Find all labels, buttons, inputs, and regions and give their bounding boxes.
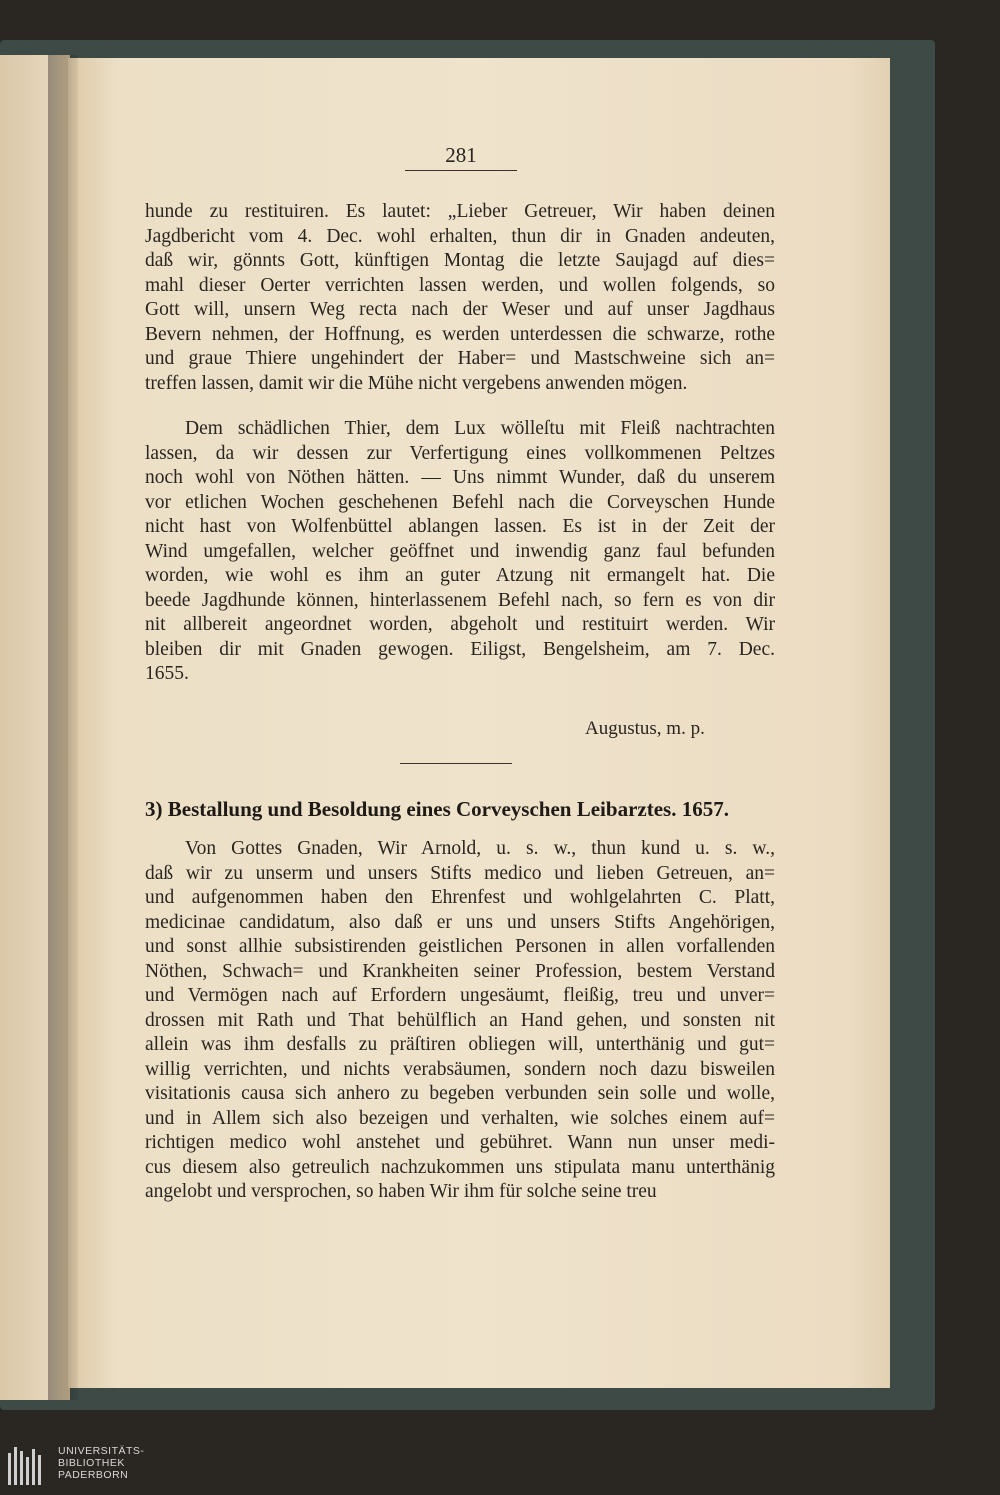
text-line: und graue Thiere ungehindert der Haber= und Mastschweine sich an=: [145, 348, 775, 369]
text-line: willig verrichten, und nichts verabsäumen, sondern noch dazu bisweilen: [145, 1058, 775, 1080]
signature: Augustus, m. p.: [585, 718, 705, 739]
text-line: nit allbereit angeordnet worden, abgeholt und restituirt werden. Wir: [145, 614, 775, 635]
text-line: vor etlichen Wochen geschehenen Befehl nach die Corveyschen Hunde: [145, 491, 775, 513]
text-line: medicinae candidatum, also daß er uns und unsers Stifts Angehörigen,: [145, 911, 775, 933]
text-line: nicht hast von Wolfenbüttel ablangen lassen. Es ist in der Zeit der: [145, 516, 775, 537]
text-line: treffen lassen, damit wir die Mühe nicht vergebens anwenden mögen.: [145, 372, 688, 394]
text-line: daß wir, gönnts Gott, künftigen Montag die letzte Saujagd auf dies=: [145, 250, 775, 271]
text-line: und sonst allhie subsistirenden geistlichen Personen in allen vorfallenden: [145, 936, 775, 957]
library-logo-icon: [8, 1447, 50, 1485]
text-line: worden, wie wohl es ihm an guter Atzung nit ermangelt hat. Die: [145, 565, 775, 586]
paragraph-letter-body: [145, 200, 775, 396]
section-divider: [400, 763, 512, 764]
text-line: beede Jagdhunde können, hinterlassenem Befehl nach, so fern es von dir: [145, 589, 775, 611]
text-line: cus diesem also getreulich nachzukommen uns stipulata manu unterthänig: [145, 1156, 775, 1178]
text-line: noch wohl von Nöthen hätten. — Uns nimmt Wunder, daß du unserem: [145, 467, 775, 488]
logo-line-1: UNIVERSITÄTS-: [58, 1445, 145, 1457]
text-line: angelobt und versprochen, so haben Wir ihm für solche seine treu: [145, 1181, 657, 1202]
text-line: und aufgenommen haben den Ehrenfest und wohlgelahrten C. Platt,: [145, 887, 775, 908]
text-line: hunde zu restituiren. Es lautet: „Lieber Getreuer, Wir haben deinen: [145, 201, 775, 222]
text-line: Wind umgefallen, welcher geöffnet und inwendig ganz faul befunden: [145, 540, 775, 562]
page-number: 281: [445, 143, 477, 167]
logo-line-2: BIBLIOTHEK: [58, 1457, 125, 1469]
text-line: richtigen medico wohl anstehet und gebühret. Wann nun unser medi-: [145, 1132, 775, 1153]
paragraph-letter-continuation: [145, 417, 775, 687]
text-line: allein was ihm desfalls zu präſtiren obliegen will, unterthänig und gut=: [145, 1034, 775, 1055]
text-line: Nöthen, Schwach= und Krankheiten seiner Profession, bestem Verstand: [145, 960, 775, 982]
text-line: Von Gottes Gnaden, Wir Arnold, u. s. w., thun kund u. s. w.,: [185, 838, 775, 859]
text-line: mahl dieser Oerter verrichten lassen werden, und wollen folgends, so: [145, 274, 775, 296]
text-line: drossen mit Rath und That behülflich an Hand gehen, und sonsten nit: [145, 1009, 775, 1031]
text-line: und Vermögen nach auf Erfordern ungesäumt, fleißig, treu und unver=: [145, 985, 775, 1006]
text-line: und in Allem sich also bezeigen und verhalten, wie solches einem auf=: [145, 1107, 775, 1129]
library-logo: [8, 1445, 158, 1489]
text-line: Gott will, unsern Weg recta nach der Weser und auf unser Jagdhaus: [145, 299, 775, 320]
text-line: Bevern nehmen, der Hoffnung, es werden unterdessen die schwarze, rothe: [145, 323, 775, 345]
text-line: bleiben dir mit Gnaden gewogen. Eiligst, Bengelsheim, am 7. Dec.: [145, 638, 775, 660]
text-line: visitationis causa sich anhero zu begeben verbunden sein solle und wolle,: [145, 1083, 775, 1104]
page-number-rule: [405, 170, 517, 171]
text-line: lassen, da wir dessen zur Verfertigung eines vollkommenen Peltzes: [145, 442, 775, 464]
text-line: Jagdbericht vom 4. Dec. wohl erhalten, thun dir in Gnaden andeuten,: [145, 225, 775, 247]
text-line: daß wir zu unserm und unsers Stifts medico und lieben Getreuen, an=: [145, 862, 775, 884]
paragraph-appointment: [145, 837, 775, 1205]
library-logo-text: [58, 1445, 144, 1481]
section-heading: 3) Bestallung und Besoldung eines Corveyschen Leibarztes. 1657.: [145, 797, 729, 821]
text-line: 1655.: [145, 663, 189, 684]
book-gutter: [48, 55, 78, 1400]
logo-line-3: PADERBORN: [58, 1469, 129, 1481]
text-line: Dem schädlichen Thier, dem Lux wölleſtu mit Fleiß nachtrachten: [185, 418, 775, 439]
